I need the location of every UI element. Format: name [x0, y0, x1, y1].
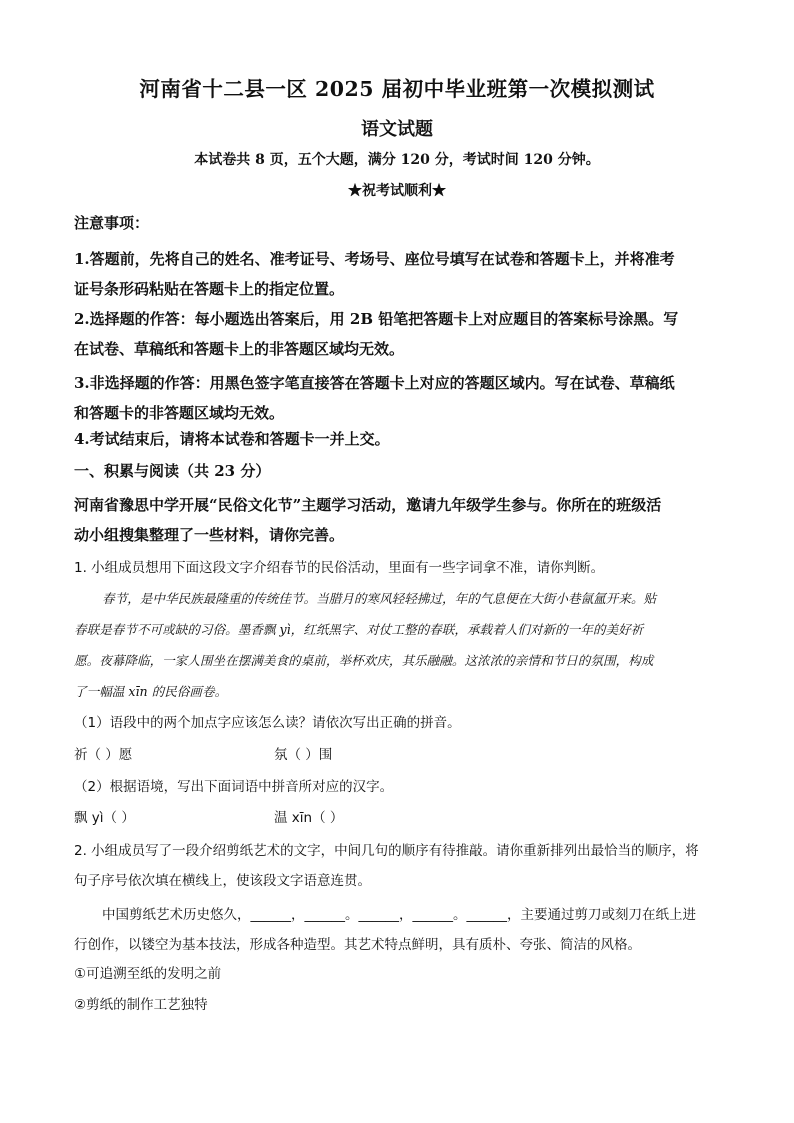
section-1-intro-line-2: 动小组搜集整理了一些材料，请你完善。: [74, 526, 345, 544]
notice-item-1-line-1: 1.答题前，先将自己的姓名、准考证号、考场号、座位号填写在试卷和答题卡上，并将准考: [74, 250, 675, 268]
section-1-intro: [74, 490, 722, 550]
notice-heading: 注意事项：: [74, 214, 150, 232]
hanzi-blank-xin: 温 xīn（ ）: [274, 810, 344, 826]
passage-line-4: 了一幅温 xīn 的民俗画卷。: [74, 684, 228, 699]
notice-item-3: [74, 368, 722, 428]
question-1-sub-1: （1）语段中的两个加点字应该怎么读？请依次写出正确的拼音。: [74, 715, 461, 731]
passage-line-3: 愿。夜幕降临，一家人围坐在摆满美食的桌前，举杯欢庆，其乐融融。这浓浓的亲情和节日的氛围，构成: [74, 653, 654, 668]
question-1-stem: 1. 小组成员想用下面这段文字介绍春节的民俗活动，里面有一些字词拿不准，请你判断。: [74, 560, 605, 576]
section-1-heading: 一、积累与阅读（共 23 分）: [74, 462, 271, 480]
pinyin-blank-fen: 氛（ ）围: [274, 747, 333, 763]
passage-line-2: 春联是春节不可或缺的习俗。墨香飘 yì，红纸黑字、对仗工整的春联，承载着人们对新的一年的美好祈: [74, 622, 644, 637]
question-2-paragraph: [74, 900, 722, 960]
question-2-para-line-2: 行创作，以镂空为基本技法，形成各种造型。其艺术特点鲜明，具有质朴、夸张、简洁的风格。: [74, 937, 641, 953]
question-2-stem: [74, 836, 722, 896]
pinyin-blank-qi: 祈（ ）愿: [74, 747, 133, 763]
exam-wish: ★祝考试顺利★: [348, 183, 446, 199]
notice-item-3-line-1: 3.非选择题的作答：用黑色签字笔直接答在答题卡上对应的答题区域内。写在试卷、草稿纸: [74, 374, 675, 392]
question-2-stem-line-2: 句子序号依次填在横线上，使该段文字语意连贯。: [74, 873, 371, 889]
hanzi-blank-yi: 飘 yì（ ）: [74, 810, 135, 826]
notice-item-3-line-2: 和答题卡的非答题区域均无效。: [74, 404, 285, 422]
notice-item-1-line-2: 证号条形码粘贴在答题卡上的指定位置。: [74, 280, 345, 298]
notice-item-4: 4.考试结束后，请将本试卷和答题卡一并上交。: [74, 430, 390, 448]
notice-item-2-line-2: 在试卷、草稿纸和答题卡上的非答题区域均无效。: [74, 340, 405, 358]
question-2-para-line-1: 中国剪纸艺术历史悠久，______，______。______，______。______，主要通过剪刀或刻刀在纸上进: [102, 907, 696, 923]
question-2-option-1: ①可追溯至纸的发明之前: [74, 966, 222, 982]
notice-item-1: [74, 244, 722, 304]
notice-item-2-line-1: 2.选择题的作答：每小题选出答案后，用 2B 铅笔把答题卡上对应题目的答案标号涂黑。写: [74, 310, 679, 328]
exam-subtitle: 语文试题: [361, 119, 433, 140]
section-1-intro-line-1: 河南省豫思中学开展“民俗文化节”主题学习活动，邀请九年级学生参与。你所在的班级活: [74, 496, 662, 514]
exam-info: 本试卷共 8 页，五个大题，满分 120 分，考试时间 120 分钟。: [194, 152, 600, 168]
notice-item-2: [74, 304, 722, 364]
question-2-option-2: ②剪纸的制作工艺独特: [74, 997, 208, 1013]
question-2-stem-line-1: 2. 小组成员写了一段介绍剪纸艺术的文字，中间几句的顺序有待推敲。请你重新排列出最恰当的顺序，将: [74, 843, 699, 859]
question-1-passage: [74, 583, 722, 707]
question-1-sub-2: （2）根据语境，写出下面词语中拼音所对应的汉字。: [74, 779, 394, 795]
exam-title: 河南省十二县一区 2025 届初中毕业班第一次模拟测试: [139, 77, 655, 101]
passage-line-1: 春节，是中华民族最隆重的传统佳节。当腊月的寒风轻轻拂过，年的气息便在大街小巷氤氲开来。贴: [102, 591, 657, 606]
